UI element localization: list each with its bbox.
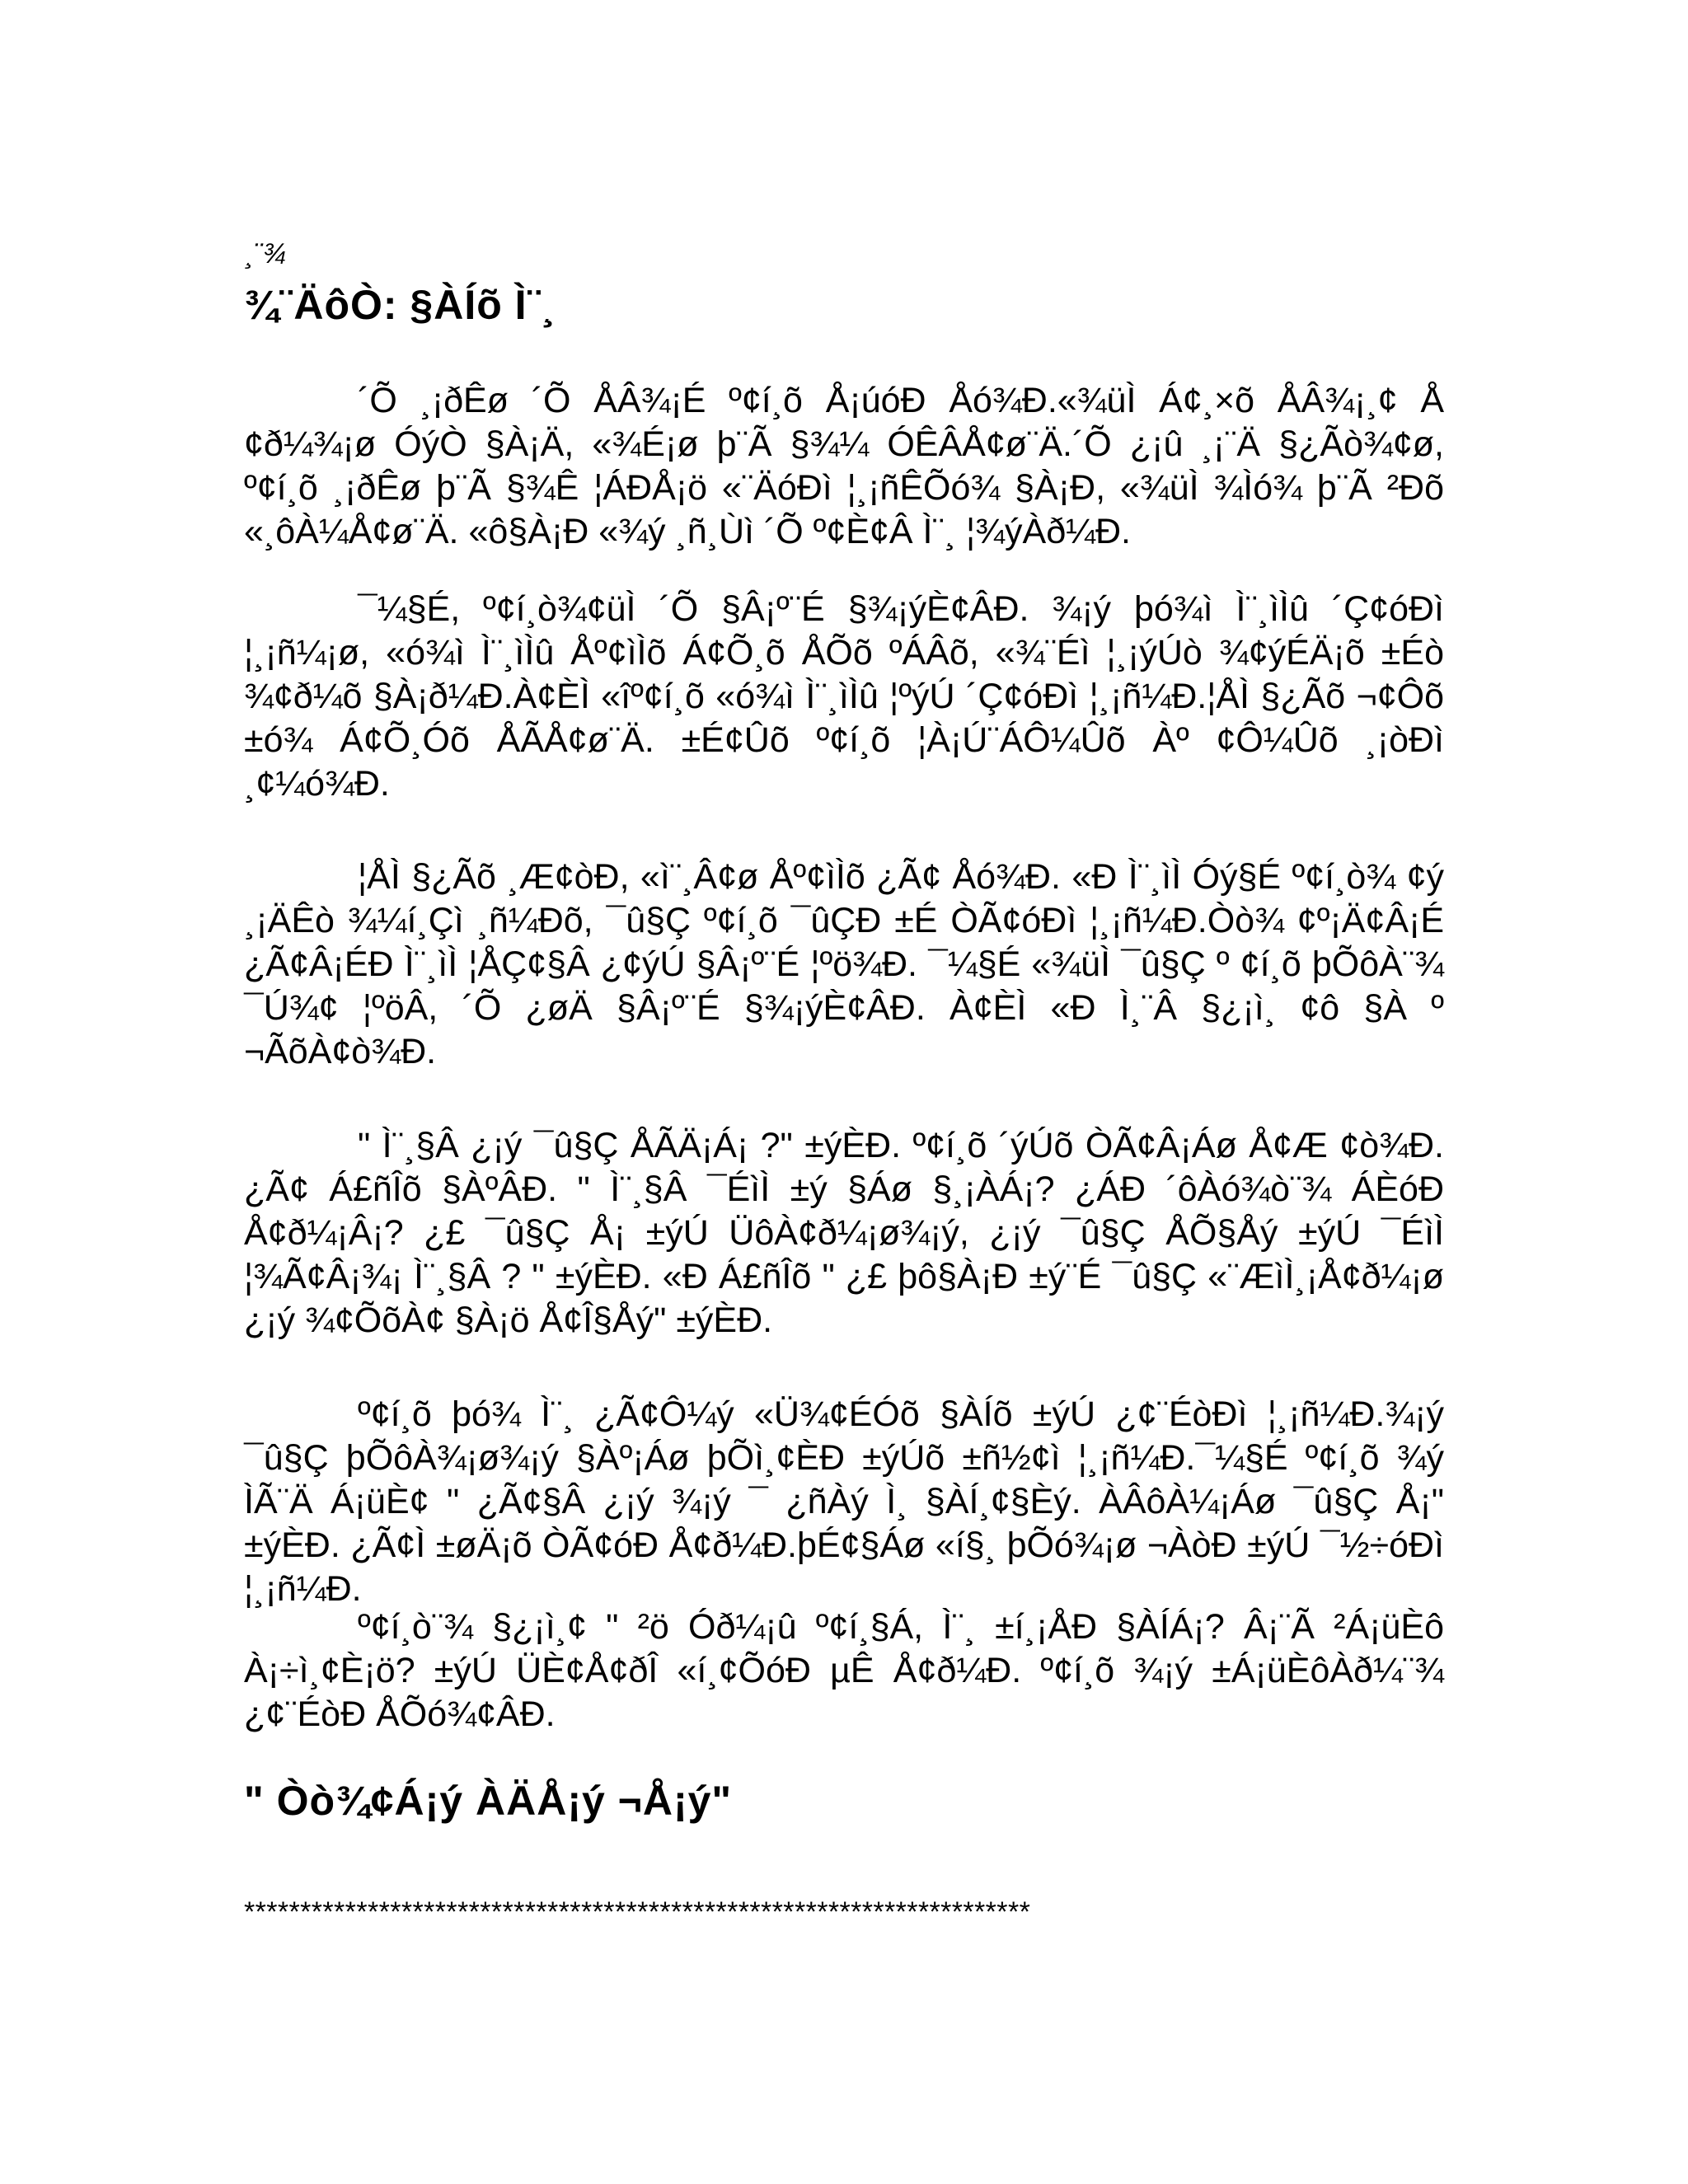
moral-line: " Òò¾¢Á¡ý ÀÄÅ¡ý ¬Å¡ý" <box>244 1778 733 1824</box>
paragraph-3: ¦ÅÌ §¿Ãõ ¸Æ¢òÐ, «ì¨¸Â¢ø Åº¢ìÌõ ¿Ã¢ Åó¾Ð. «Ð Ì¨¸ìÌ Óý§É º¢í¸ò¾ ¢ý ¸¡ÄÊò ¾¼í¸Çì ¸ñ¼Ðõ, ¯û§Ç º¢í¸õ ¯ûÇÐ ±É ÒÃ¢óÐì ¦¸¡ñ¼Ð.Òò¾ ¢º¡Ä¢Â¡É ¿Ã¢Â¡ÉÐ Ì¨¸ìÌ ¦ÅÇ¢§Â ¿¢ýÚ §Â¡º¨É ¦ºö¾Ð. ¯¼§É «¾üÌ ¯û§Ç º ¢í¸õ þÕôÀ¨¾ ¯Ú¾¢ ¦ºöÂ, ´Õ ¿øÄ §Â¡º¨É §¾¡ýÈ¢ÂÐ. À¢ÈÌ «Ð Ì¸¨Â §¿¡ì¸ ¢ô §À º ¬ÃõÀ¢ò¾Ð. <box>244 857 1444 1071</box>
top-mark: ¸¨¾ <box>244 238 286 269</box>
paragraph-5: º¢í¸õ þó¾ Ì¨¸ ¿Ã¢Ô¼ý «Ü¾¢ÉÓõ §ÀÍõ ±ýÚ ¿¢¨ÉòÐì ¦¸¡ñ¼Ð.¾¡ý ¯û§Ç þÕôÀ¾¡ø¾¡ý §Àº¡Áø þÕì¸¢ÈÐ ±ýÚõ ±ñ½¢ì ¦¸¡ñ¼Ð.¯¼§É º¢í¸õ ¾ý ÌÃ¨Ä Á¡üÈ¢ " ¿Ã¢§Â ¿¡ý ¾¡ý ¯ ¿ñÀý Ì¸ §ÀÍ¸¢§Èý. ÀÂôÀ¼¡Áø ¯û§Ç Å¡" ±ýÈÐ. ¿Ã¢Ì ±øÄ¡õ ÒÃ¢óÐ Å¢ð¼Ð.þÉ¢§Áø «í§¸ þÕó¾¡ø ¬ÀòÐ ±ýÚ ¯½÷óÐì ¦¸¡ñ¼Ð. <box>244 1394 1444 1609</box>
paragraph-4: " Ì¨¸§Â ¿¡ý ¯û§Ç ÅÃÄ¡Á¡ ?" ±ýÈÐ. º¢í¸õ ´ýÚõ ÒÃ¢Â¡Áø Å¢Æ ¢ò¾Ð.¿Ã¢ Á£ñÎõ §ÀºÂÐ. " Ì¨¸§Â ¯ÉìÌ ±ý §Áø §¸¡ÀÁ¡? ¿ÁÐ ´ôÀó¾ò¨¾ ÁÈóÐ Å¢ð¼¡Â¡? ¿£ ¯û§Ç Å¡ ±ýÚ ÜôÀ¢ð¼¡ø¾¡ý, ¿¡ý ¯û§Ç ÅÕ§Åý ±ýÚ ¯ÉìÌ ¦¾Ã¢Â¡¾¡ Ì¨¸§Â ? " ±ýÈÐ. «Ð Á£ñÎõ " ¿£ þô§À¡Ð ±ý¨É ¯û§Ç «¨ÆìÌ¸¡Å¢ð¼¡ø ¿¡ý ¾¢ÕõÀ¢ §À¡ö Å¢Î§Åý" ±ýÈÐ. <box>244 1126 1444 1340</box>
paragraph-1: ´Õ ¸¡ðÊø ´Õ ÅÂ¾¡É º¢í¸õ Å¡úóÐ Åó¾Ð.«¾üÌ Á¢¸×õ ÅÂ¾¡¸¢ Å ¢ð¼¾¡ø ÓýÒ §À¡Ä, «¾É¡ø þ¨Ã §¾¼ ÓÊÂÅ¢ø¨Ä.´Õ ¿¡û ¸¡¨Ä §¿Ãò¾¢ø, º¢í¸õ ¸¡ðÊø þ¨Ã §¾Ê ¦ÁÐÅ¡ö «¨ÄóÐì ¦¸¡ñÊÕó¾ §À¡Ð, «¾üÌ ¾Ìó¾ þ¨Ã ²Ðõ «¸ôÀ¼Å¢ø¨Ä. «ô§À¡Ð «¾ý ¸ñ¸Ùì ´Õ º¢È¢Â Ì¨¸ ¦¾ýÀð¼Ð. <box>244 381 1444 551</box>
story-title: ¾¨ÄôÒ: §ÀÍõ Ì¨¸ <box>244 282 556 328</box>
paragraph-6: º¢í¸ò¨¾ §¿¡ì¸¢ " ²ö Óð¼¡û º¢í¸§Á, Ì¨¸ ±í¸¡ÅÐ §ÀÍÁ¡? Â¡¨Ã ²Á¡üÈô À¡÷ì¸¢È¡ö? ±ýÚ ÜÈ¢Å¢ðÎ «í¸¢ÕóÐ µÊ Å¢ð¼Ð. º¢í¸õ ¾¡ý ±Á¡üÈôÀð¼¨¾ ¿¢¨ÉòÐ ÅÕó¾¢ÂÐ. <box>244 1607 1444 1734</box>
paragraph-2: ¯¼§É, º¢í¸ò¾¢üÌ ´Õ §Â¡º¨É §¾¡ýÈ¢ÂÐ. ¾¡ý þó¾ì Ì¨¸ìÌû ´Ç¢óÐì ¦¸¡ñ¼¡ø, «ó¾ì Ì¨¸ìÌû Åº¢ìÌõ Á¢Õ¸õ ÅÕõ ºÁÂõ, «¾¨Éì ¦¸¡ýÚò ¾¢ýÉÄ¡õ ±Éò ¾¢ð¼õ §À¡ð¼Ð.À¢ÈÌ «îº¢í¸õ «ó¾ì Ì¨¸ìÌû ¦ºýÚ ´Ç¢óÐì ¦¸¡ñ¼Ð.¦ÅÌ §¿Ãõ ¬¢Ôõ ±ó¾ Á¢Õ¸Óõ ÅÃÅ¢ø¨Ä. ±É¢Ûõ º¢í¸õ ¦À¡Ú¨ÁÔ¼Ûõ Àº ¢Ô¼Ûõ ¸¡òÐì ¸¢¼ó¾Ð. <box>244 589 1444 804</box>
separator-line: ********************************************************************** <box>244 1896 1031 1928</box>
